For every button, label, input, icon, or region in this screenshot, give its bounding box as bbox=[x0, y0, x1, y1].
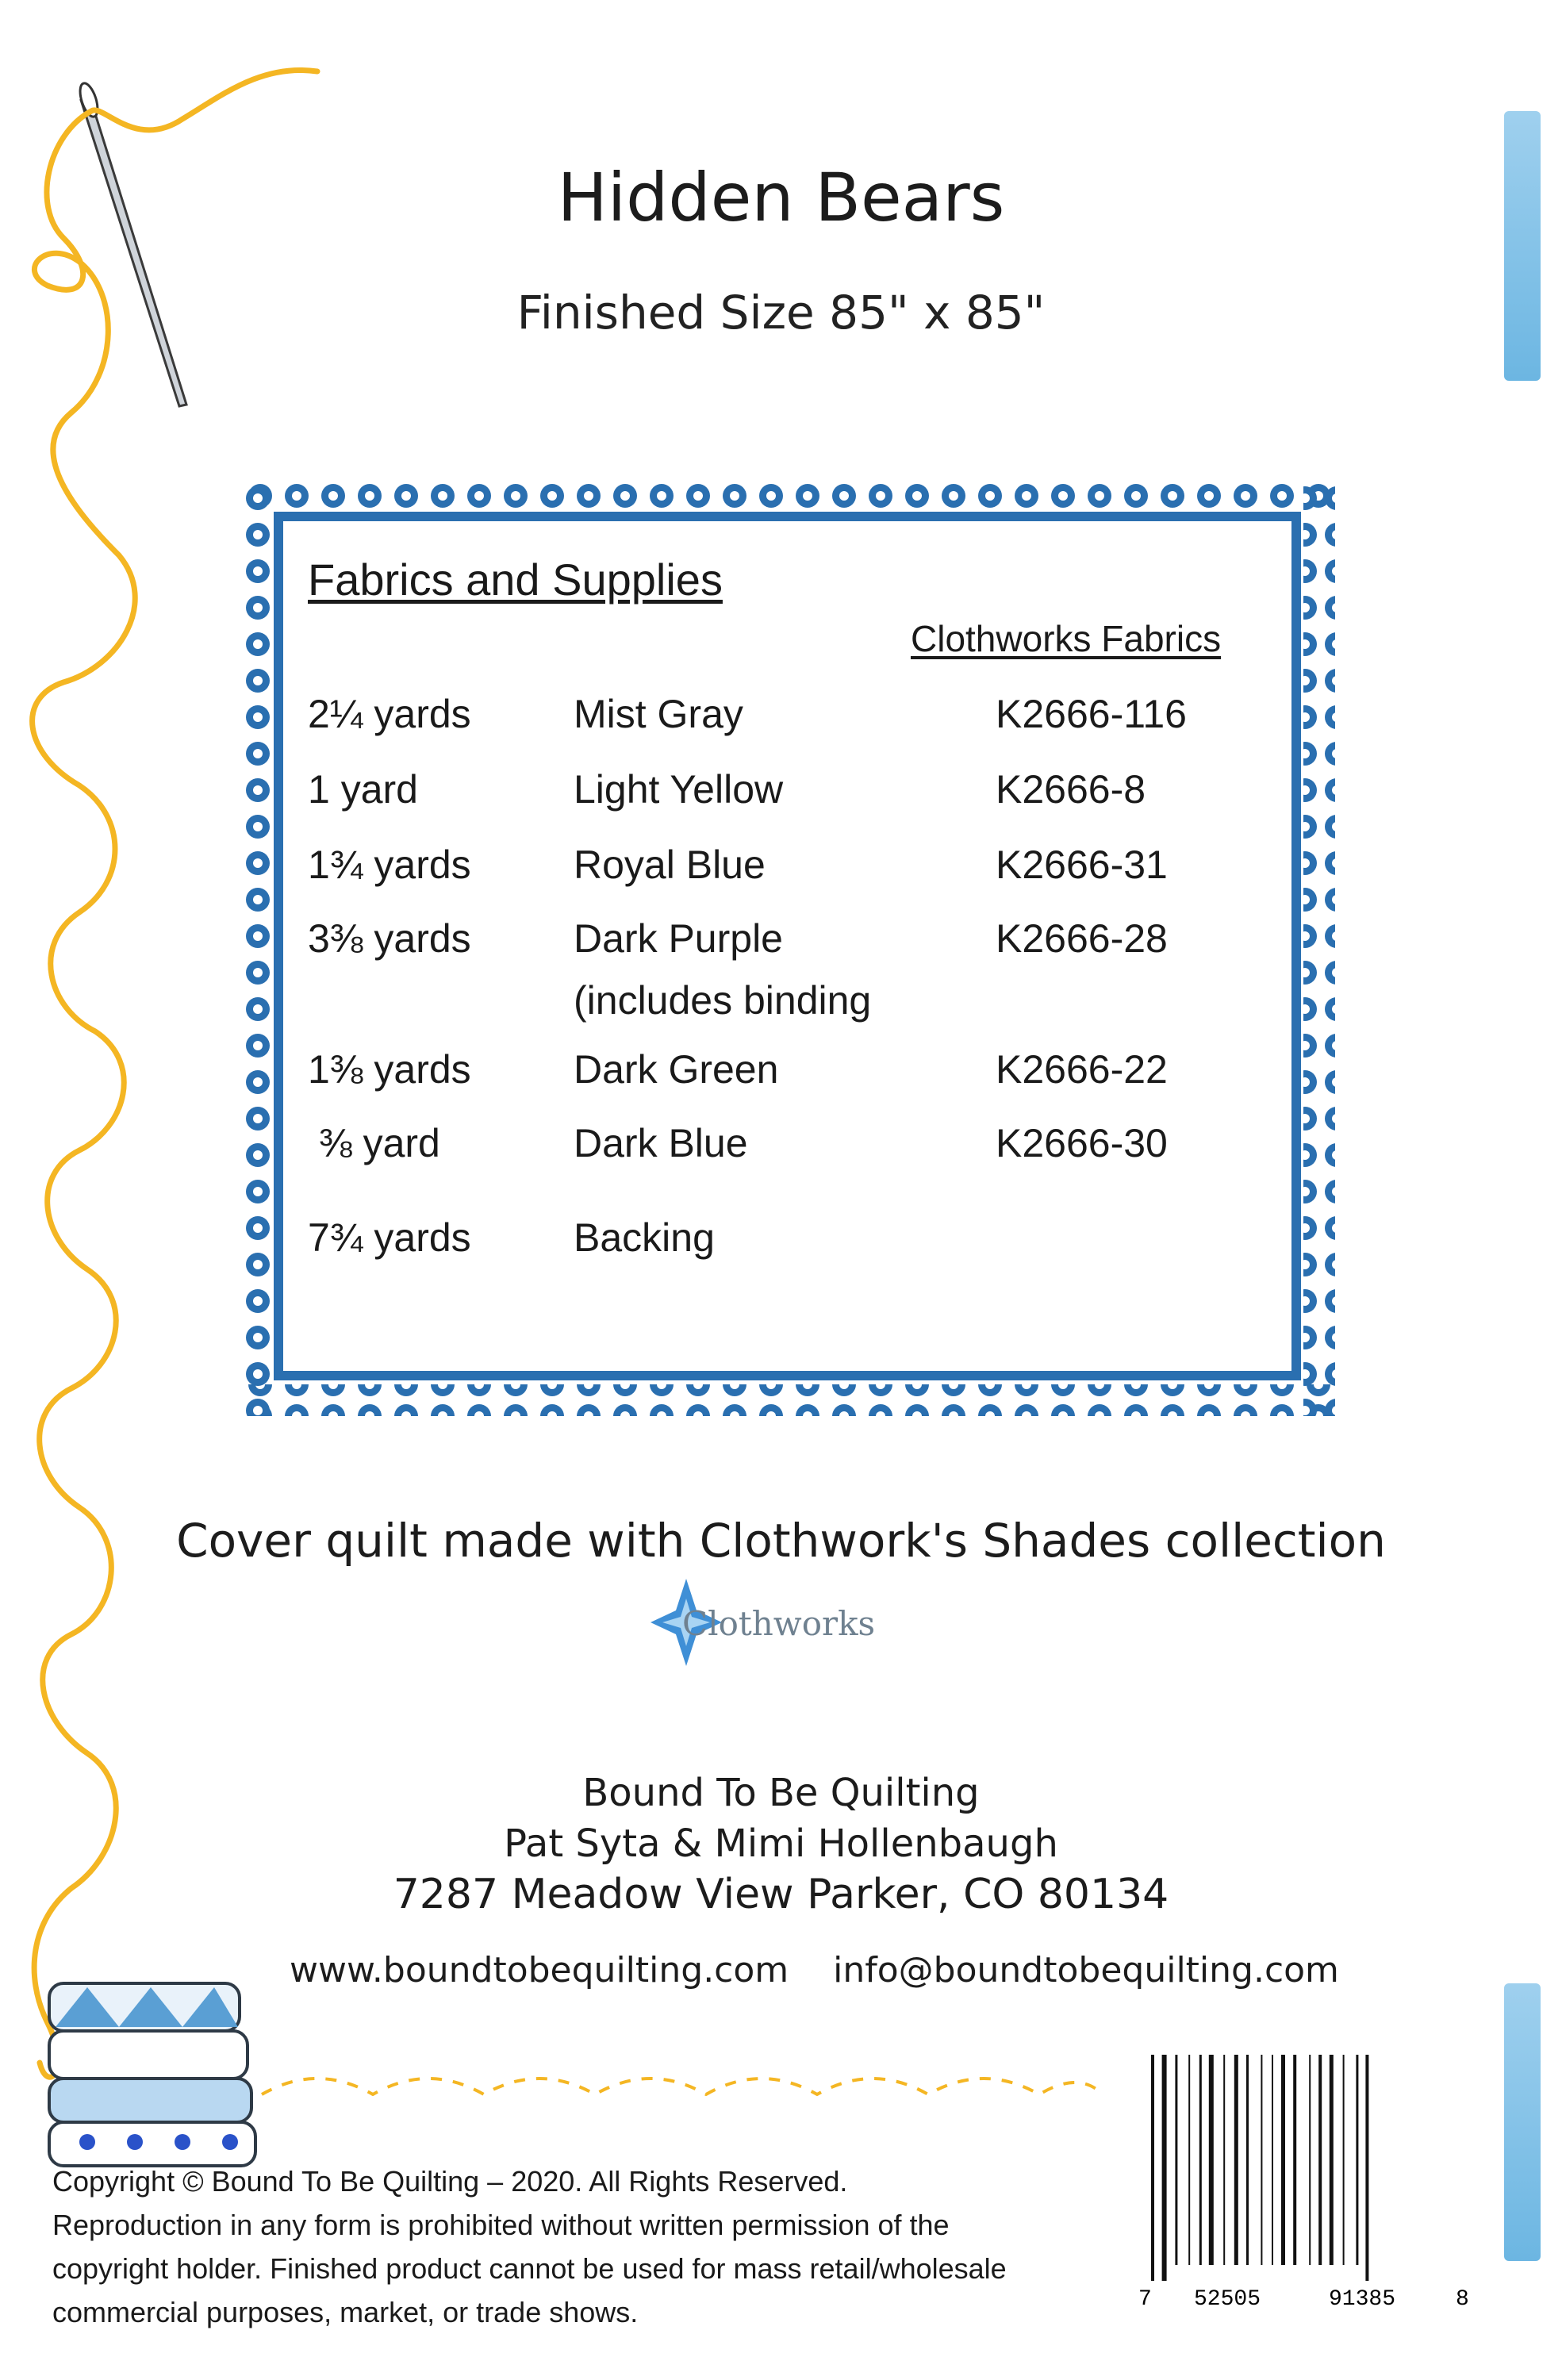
finished-size: Finished Size 85" x 85" bbox=[516, 286, 1046, 340]
barcode bbox=[1138, 2047, 1472, 2313]
copyright-line: Copyright © Bound To Be Quilting – 2020. All Rights Reserved. bbox=[52, 2165, 848, 2198]
fabric-color: Dark Blue bbox=[574, 1121, 748, 1165]
fabric-color: Royal Blue bbox=[574, 843, 766, 887]
barcode-bar bbox=[1356, 2055, 1358, 2265]
barcode-bar bbox=[1272, 2055, 1273, 2265]
pattern-title: Hidden Bears bbox=[557, 159, 1005, 236]
quilt-stack-icon bbox=[49, 1983, 255, 2166]
clothworks-logo bbox=[651, 1579, 888, 1666]
barcode-digit: 91385 bbox=[1329, 2287, 1396, 2312]
fabric-color: Light Yellow bbox=[574, 767, 784, 812]
fabric-code: K2666-116 bbox=[996, 692, 1187, 736]
fabric-quantity: 3⅜ yards bbox=[308, 916, 471, 961]
barcode-digit: 7 bbox=[1138, 2287, 1152, 2312]
barcode-bar bbox=[1223, 2055, 1225, 2265]
right-binding-tab-bottom bbox=[1504, 1983, 1541, 2261]
barcode-digit: 52505 bbox=[1194, 2287, 1261, 2312]
barcode-bar bbox=[1343, 2055, 1345, 2265]
barcode-bar bbox=[1365, 2055, 1368, 2281]
barcode-bar bbox=[1175, 2055, 1177, 2265]
fabric-quantity: 1 yard bbox=[308, 767, 418, 812]
dashed-scallop-divider bbox=[262, 2079, 1103, 2094]
fabric-color: Backing bbox=[574, 1215, 715, 1260]
fabric-row bbox=[308, 841, 1291, 920]
fabric-color-note: (includes binding bbox=[574, 978, 872, 1023]
barcode-bar bbox=[1318, 2055, 1322, 2265]
right-binding-tab-top bbox=[1504, 111, 1541, 381]
fabric-code: K2666-28 bbox=[996, 916, 1168, 961]
barcode-bar bbox=[1188, 2055, 1190, 2265]
fabric-quantity: 1⅜ yards bbox=[308, 1047, 471, 1092]
fabric-row bbox=[308, 690, 1291, 770]
fabric-color: Dark Green bbox=[574, 1047, 779, 1092]
website-link[interactable]: www.boundtobequilting.com bbox=[290, 1950, 789, 1990]
company-info bbox=[0, 1768, 1562, 1920]
barcode-bar bbox=[1162, 2055, 1167, 2281]
copyright-notice bbox=[52, 2159, 1115, 2334]
fabric-color: Mist Gray bbox=[574, 692, 743, 736]
barcode-digit: 8 bbox=[1456, 2287, 1469, 2312]
copyright-line: copyright holder. Finished product cannot be used for mass retail/wholesale bbox=[52, 2252, 1007, 2285]
barcode-bar bbox=[1209, 2055, 1214, 2265]
barcode-bar bbox=[1151, 2055, 1154, 2281]
barcode-bar bbox=[1199, 2055, 1202, 2265]
company-address: 7287 Meadow View Parker, CO 80134 bbox=[393, 1871, 1169, 1918]
fabric-code: K2666-30 bbox=[996, 1121, 1168, 1165]
fabric-code: K2666-8 bbox=[996, 767, 1146, 812]
fabric-row bbox=[308, 1214, 1291, 1293]
fabric-row bbox=[308, 1119, 1291, 1199]
fabric-code-column-heading: Clothworks Fabrics bbox=[911, 618, 1222, 659]
fabric-quantity: 7¾ yards bbox=[308, 1215, 471, 1260]
fabric-code: K2666-22 bbox=[996, 1047, 1168, 1092]
cover-quilt-note: Cover quilt made with Clothwork's Shades collection bbox=[176, 1514, 1386, 1568]
fabric-quantity: 2¼ yards bbox=[308, 692, 471, 736]
logo-wordmark: Clothworks bbox=[682, 1604, 876, 1643]
contact-line bbox=[290, 1950, 1372, 1990]
copyright-line: Reproduction in any form is prohibited without written permission of the bbox=[52, 2209, 950, 2241]
fabrics-heading: Fabrics and Supplies bbox=[308, 555, 723, 605]
barcode-bar bbox=[1293, 2055, 1296, 2265]
barcode-bar bbox=[1261, 2055, 1262, 2265]
needle-icon bbox=[81, 94, 186, 406]
barcode-bar bbox=[1330, 2055, 1334, 2265]
company-authors: Pat Syta & Mimi Hollenbaugh bbox=[504, 1821, 1058, 1866]
fabric-code: K2666-31 bbox=[996, 843, 1168, 887]
fabric-quantity: ⅜ yard bbox=[319, 1121, 440, 1165]
fabric-row bbox=[308, 1046, 1291, 1125]
copyright-line: commercial purposes, market, or trade shows. bbox=[52, 2296, 639, 2328]
barcode-bar bbox=[1246, 2055, 1249, 2265]
company-name: Bound To Be Quilting bbox=[582, 1771, 980, 1815]
fabric-color: Dark Purple bbox=[574, 916, 783, 961]
fabric-row bbox=[308, 766, 1291, 845]
email-link[interactable]: info@boundtobequilting.com bbox=[833, 1950, 1339, 1990]
barcode-bar bbox=[1281, 2055, 1285, 2265]
barcode-bar bbox=[1309, 2055, 1311, 2265]
fabric-quantity: 1¾ yards bbox=[308, 843, 471, 887]
barcode-bar bbox=[1234, 2055, 1238, 2265]
